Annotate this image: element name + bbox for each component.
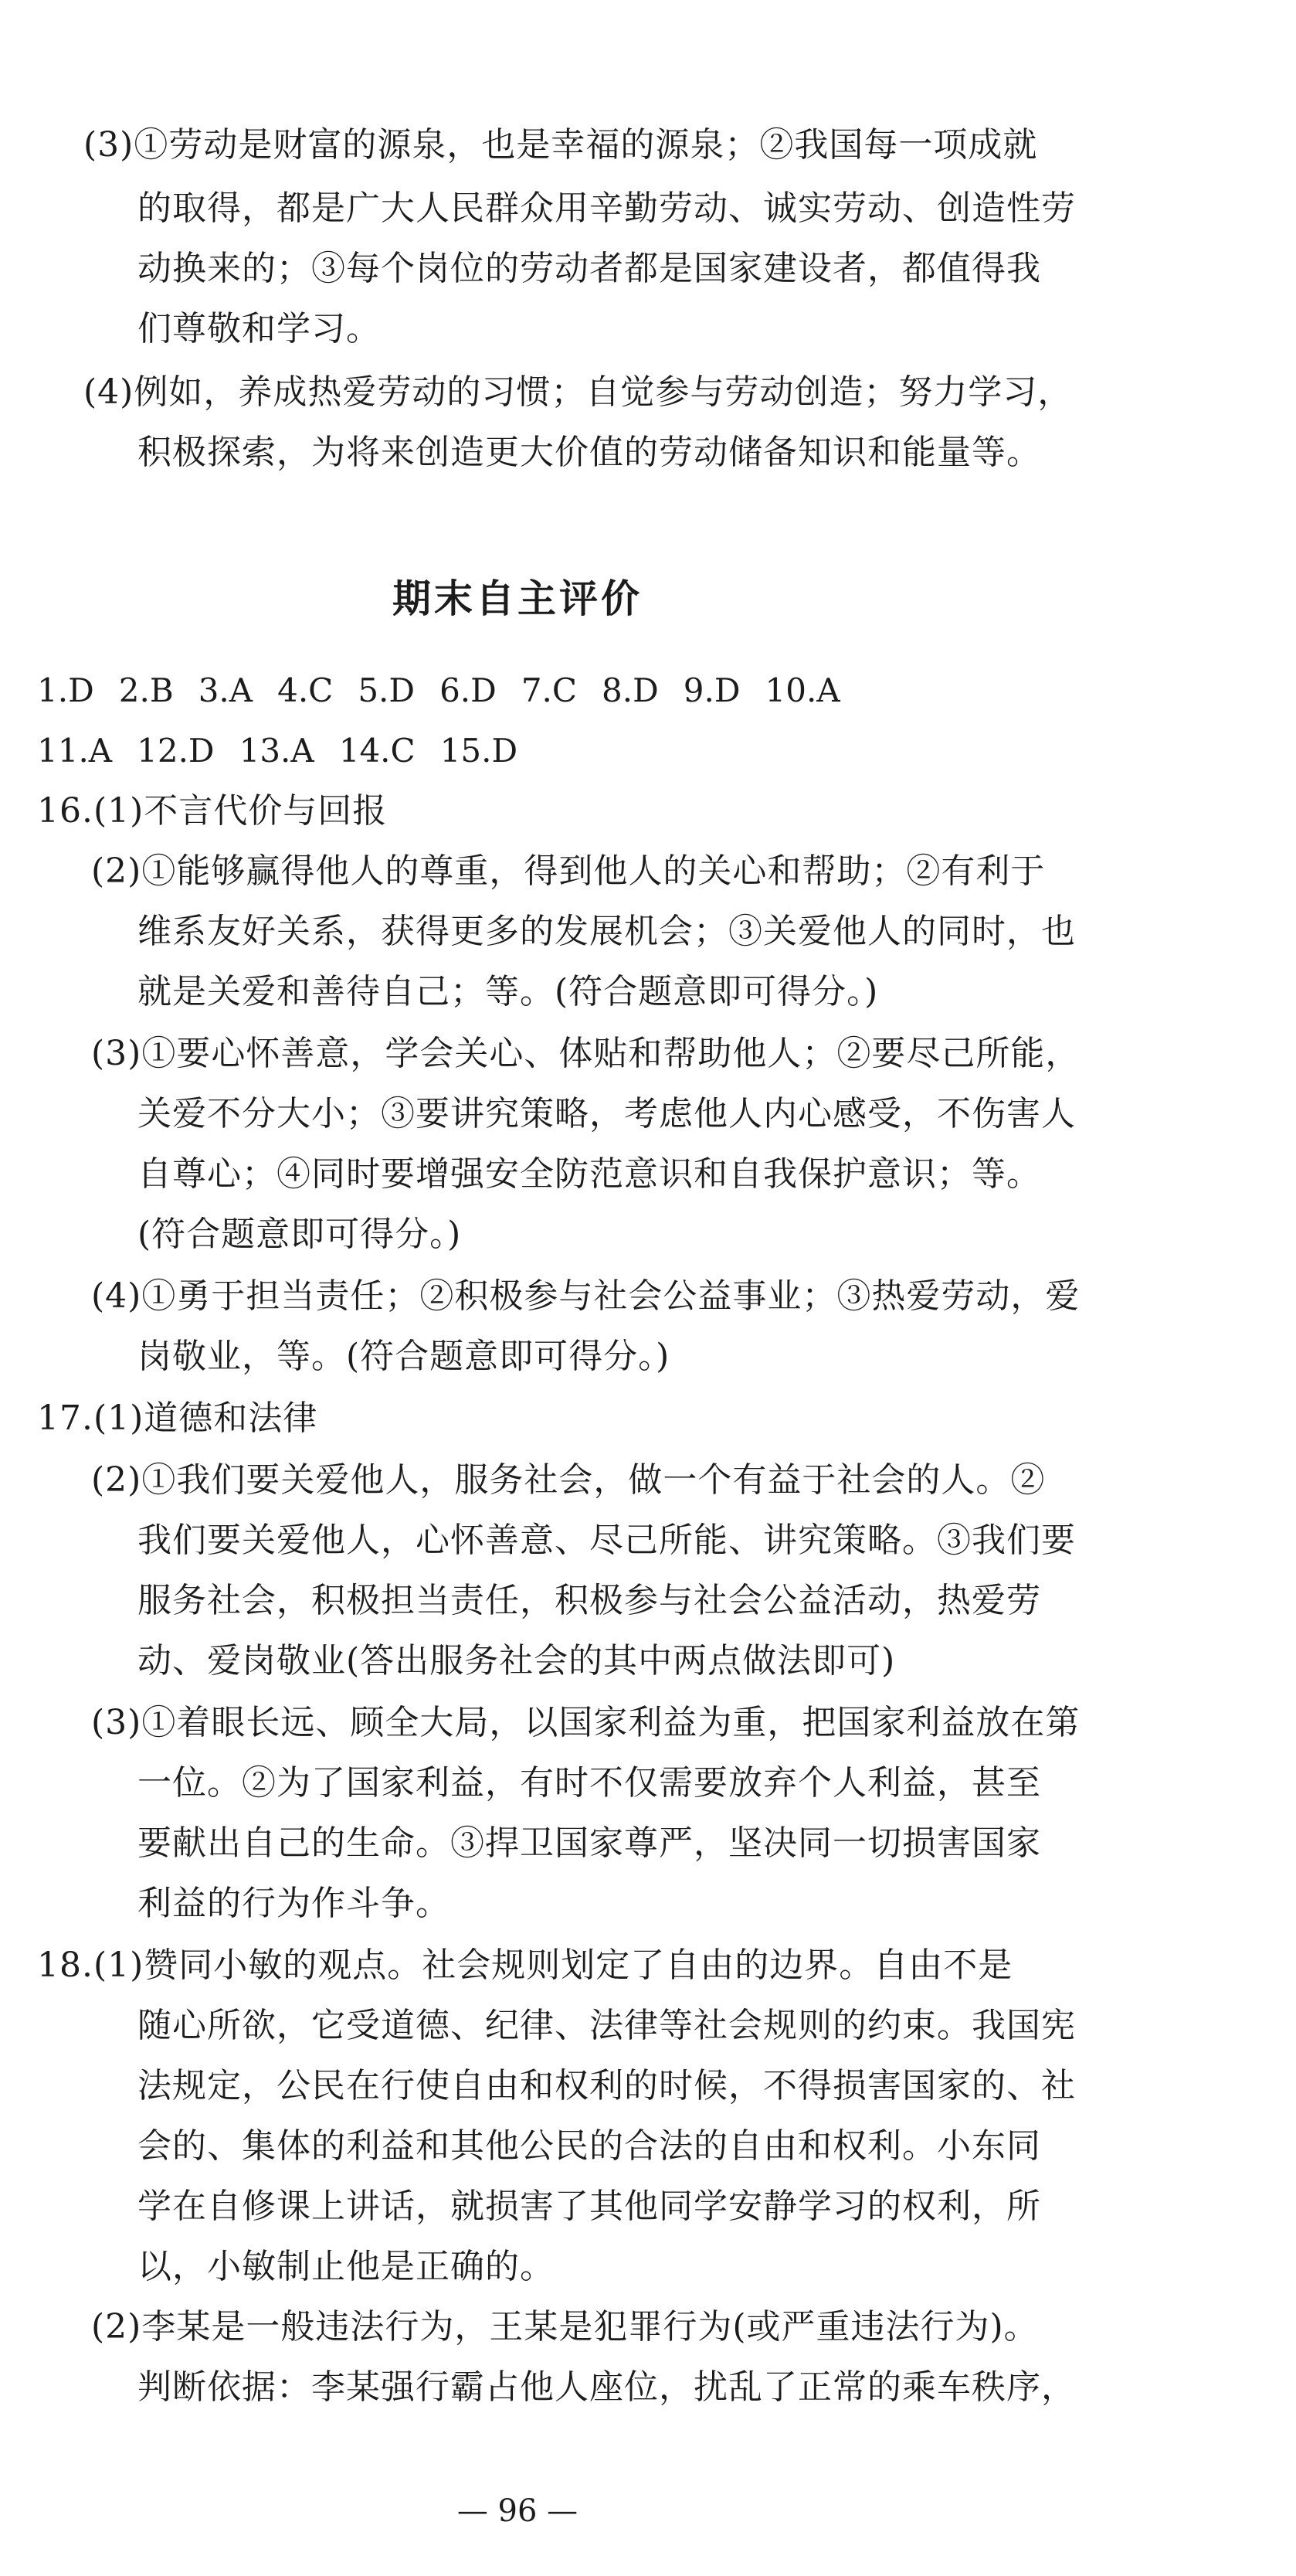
q18-p1-line-1: 18.(1)赞同小敏的观点。社会规则划定了自由的边界。自由不是: [37, 1946, 1013, 1985]
q17-p3-line-1: (3)①着眼长远、顾全大局，以国家利益为重，把国家利益放在第: [91, 1703, 1081, 1742]
mc-answer: 4.C: [277, 671, 334, 709]
mc-answer: 10.A: [765, 671, 840, 709]
q18-p1-line-3: 法规定，公民在行使自由和权利的时候，不得损害国家的、社: [137, 2066, 1076, 2105]
q4-line-2: 积极探索，为将来创造更大价值的劳动储备知识和能量等。: [137, 433, 1041, 472]
q16-part1: 16.(1)不言代价与回报: [37, 791, 388, 831]
q17-p2-line-1: (2)①我们要关爱他人，服务社会，做一个有益于社会的人。②: [91, 1460, 1046, 1500]
q16-p4-line-1: (4)①勇于担当责任；②积极参与社会公益事业；③热爱劳动，爱: [91, 1276, 1081, 1316]
q17-part1: 17.(1)道德和法律: [37, 1398, 318, 1438]
q3-line-2: 的取得，都是广大人民群众用辛勤劳动、诚实劳动、创造性劳: [137, 189, 1076, 228]
q18-p1-line-2: 随心所欲，它受道德、纪律、法律等社会规则的约束。我国宪: [137, 2006, 1076, 2045]
mc-answer: 6.D: [439, 671, 497, 709]
q18-p2-line-2: 判断依据：李某强行霸占他人座位，扰乱了正常的乘车秩序，: [137, 2367, 1076, 2407]
q17-p3-line-3: 要献出自己的生命。③捍卫国家尊严，坚决同一切损害国家: [137, 1823, 1041, 1863]
mc-row-2: [37, 728, 542, 774]
mc-answer: 14.C: [338, 732, 416, 770]
mc-answer: 2.B: [118, 671, 174, 709]
section-title: 期末自主评价: [392, 576, 643, 621]
q16-p3-line-1: (3)①要心怀善意，学会关心、体贴和帮助他人；②要尽己所能，: [91, 1034, 1081, 1073]
q16-p2-line-3: 就是关爱和善待自己；等。(符合题意即可得分。): [137, 972, 879, 1011]
mc-answer: 5.D: [358, 671, 416, 709]
mc-answer: 3.A: [198, 671, 253, 709]
q18-p1-line-5: 学在自修课上讲话，就损害了其他同学安静学习的权利，所: [137, 2187, 1041, 2226]
mc-answer: 15.D: [439, 732, 518, 770]
mc-answer: 12.D: [137, 732, 215, 770]
q17-p2-line-3: 服务社会，积极担当责任，积极参与社会公益活动，热爱劳: [137, 1581, 1041, 1620]
q16-p3-line-4: (符合题意即可得分。): [137, 1215, 462, 1254]
mc-answer: 1.D: [37, 671, 94, 709]
q18-p1-line-4: 会的、集体的利益和其他公民的合法的自由和权利。小东同: [137, 2126, 1041, 2166]
q3-line-1: (3)①劳动是财富的源泉，也是幸福的源泉；②我国每一项成就: [83, 125, 1038, 165]
mc-answer: 8.D: [602, 671, 659, 709]
mc-answer: 13.A: [239, 732, 314, 770]
q3-line-3: 动换来的；③每个岗位的劳动者都是国家建设者，都值得我: [137, 249, 1041, 288]
q4-line-1: (4)例如，养成热爱劳动的习惯；自觉参与劳动创造；努力学习，: [83, 372, 1073, 412]
q17-p2-line-4: 动、爱岗敬业(答出服务社会的其中两点做法即可): [137, 1641, 896, 1681]
q16-p2-line-1: (2)①能够赢得他人的尊重，得到他人的关心和帮助；②有利于: [91, 851, 1046, 891]
mc-row-1: [37, 668, 865, 714]
q17-p3-line-2: 一位。②为了国家利益，有时不仅需要放弃个人利益，甚至: [137, 1763, 1041, 1803]
q16-p2-line-2: 维系友好关系，获得更多的发展机会；③关爱他人的同时，也: [137, 912, 1076, 951]
page-number: — 96 —: [456, 2493, 578, 2529]
mc-answer: 7.C: [521, 671, 578, 709]
q17-p3-line-4: 利益的行为作斗争。: [137, 1884, 450, 1923]
mc-answer: 11.A: [37, 732, 113, 770]
q17-p2-line-2: 我们要关爱他人，心怀善意、尽己所能、讲究策略。③我们要: [137, 1521, 1076, 1560]
q16-p4-line-2: 岗敬业，等。(符合题意即可得分。): [137, 1337, 670, 1376]
q18-p2-line-1: (2)李某是一般违法行为，王某是犯罪行为(或严重违法行为)。: [91, 2307, 1039, 2347]
q16-p3-line-2: 关爱不分大小；③要讲究策略，考虑他人内心感受，不伤害人: [137, 1094, 1076, 1133]
mc-answer: 9.D: [683, 671, 741, 709]
q3-line-4: 们尊敬和学习。: [137, 309, 381, 348]
q16-p3-line-3: 自尊心；④同时要增强安全防范意识和自我保护意识；等。: [137, 1154, 1041, 1194]
q18-p1-line-6: 以，小敏制止他是正确的。: [137, 2247, 555, 2286]
